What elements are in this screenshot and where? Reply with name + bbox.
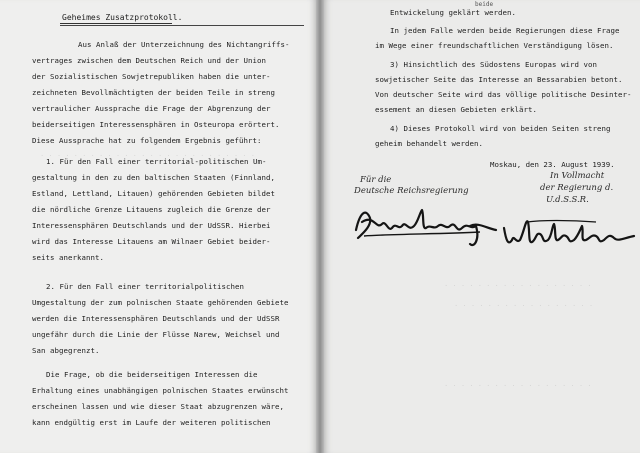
left-page	[0, 0, 316, 453]
left-line: Diese Aussprache hat zu folgendem Ergebnis geführt:	[32, 136, 262, 145]
right-line: geheim behandelt werden.	[375, 139, 483, 148]
left-line: vertrages zwischen dem Deutschen Reich und der Union	[32, 56, 266, 65]
left-line: 2. Für den Fall einer territorialpolitischen	[46, 282, 244, 291]
right-line: essement an diesen Gebieten erklärt.	[375, 105, 537, 114]
left-line: kann endgültig erst im Laufe der weiteren politischen	[32, 418, 271, 427]
signatory-label-german: Deutsche Reichsregierung	[354, 186, 469, 196]
right-line: 4) Dieses Protokoll wird von beiden Seiten streng	[390, 124, 611, 133]
title-underline	[60, 23, 172, 24]
signatory-label-soviet: der Regierung d.	[540, 183, 614, 193]
left-line: San abgegrenzt.	[32, 346, 100, 355]
signatory-label-soviet: In Vollmacht	[550, 171, 605, 181]
right-page	[324, 0, 640, 453]
bleed-through-text: . . . . . . . . . . . . . . . . . .	[444, 380, 592, 388]
document-title: Geheimes Zusatzprotokoll.	[62, 13, 183, 22]
right-line: Von deutscher Seite wird das völlige politische Desinter-	[375, 90, 632, 99]
right-line: im Wege einer freundschaftlichen Verständigung lösen.	[375, 41, 614, 50]
right-line: sowjetischer Seite das Interesse an Bessarabien betont.	[375, 75, 623, 84]
left-line: die nördliche Grenze Litauens zugleich die Grenze der	[32, 205, 271, 214]
left-line: Die Frage, ob die beiderseitigen Interessen die	[46, 370, 258, 379]
signature-molotov	[500, 210, 640, 258]
left-line: 1. Für den Fall einer territorial-politischen Um-	[46, 157, 267, 166]
left-line: seits anerkannt.	[32, 253, 104, 262]
book-gutter	[316, 0, 324, 453]
left-line: Aus Anlaß der Unterzeichnung des Nichtangriffs-	[78, 40, 290, 49]
left-line: wird das Interesse Litauens am Wilnaer Gebiet beider-	[32, 237, 271, 246]
title-rule	[60, 25, 304, 26]
left-line: vertraulicher Aussprache die Frage der Abgrenzung der	[32, 104, 271, 113]
signatory-label-german: Für die	[360, 175, 392, 185]
left-line: ungefähr durch die Linie der Flüsse Narew, Weichsel und	[32, 330, 280, 339]
signatory-label-soviet: U.d.S.S.R.	[546, 195, 589, 205]
left-line: zeichneten Bevollmächtigten der beiden Teile in streng	[32, 88, 275, 97]
right-line: Entwickelung geklärt werden.	[390, 8, 516, 17]
left-line: Interessensphären Deutschlands und der UdSSR. Hierbei	[32, 221, 271, 230]
right-line: In jedem Falle werden beide Regierungen diese Frage	[390, 26, 620, 35]
right-line: 3) Hinsichtlich des Südostens Europas wird von	[390, 60, 597, 69]
left-line: Estland, Lettland, Litauen) gehörenden Gebieten bildet	[32, 189, 275, 198]
left-line: Erhaltung eines unabhängigen polnischen Staates erwünscht	[32, 386, 289, 395]
bleed-through-text: . . . . . . . . . . . . . . . . .	[454, 300, 594, 308]
left-line: gestaltung in den zu den baltischen Staaten (Finnland,	[32, 173, 275, 182]
left-line: werden die Interessensphären Deutschlands und der UdSSR	[32, 314, 280, 323]
signature-ribbentrop	[352, 200, 502, 250]
left-line: erscheinen lassen und wie dieser Staat abzugrenzen wäre,	[32, 402, 284, 411]
left-line: der Sozialistischen Sowjetrepubliken haben die unter-	[32, 72, 271, 81]
left-line: beiderseitigen Interessensphären in Osteuropa erörtert.	[32, 120, 280, 129]
bleed-through-text: . . . . . . . . . . . . . . . . . . . . . . . . . .	[40, 150, 255, 158]
left-line: Umgestaltung der zum polnischen Staate gehörenden Gebiete	[32, 298, 289, 307]
interlinear-insert: beide	[475, 1, 494, 8]
bleed-through-text: . . . . . . . . . . . . . . . . . .	[444, 280, 592, 288]
document-date: Moskau, den 23. August 1939.	[490, 160, 615, 169]
